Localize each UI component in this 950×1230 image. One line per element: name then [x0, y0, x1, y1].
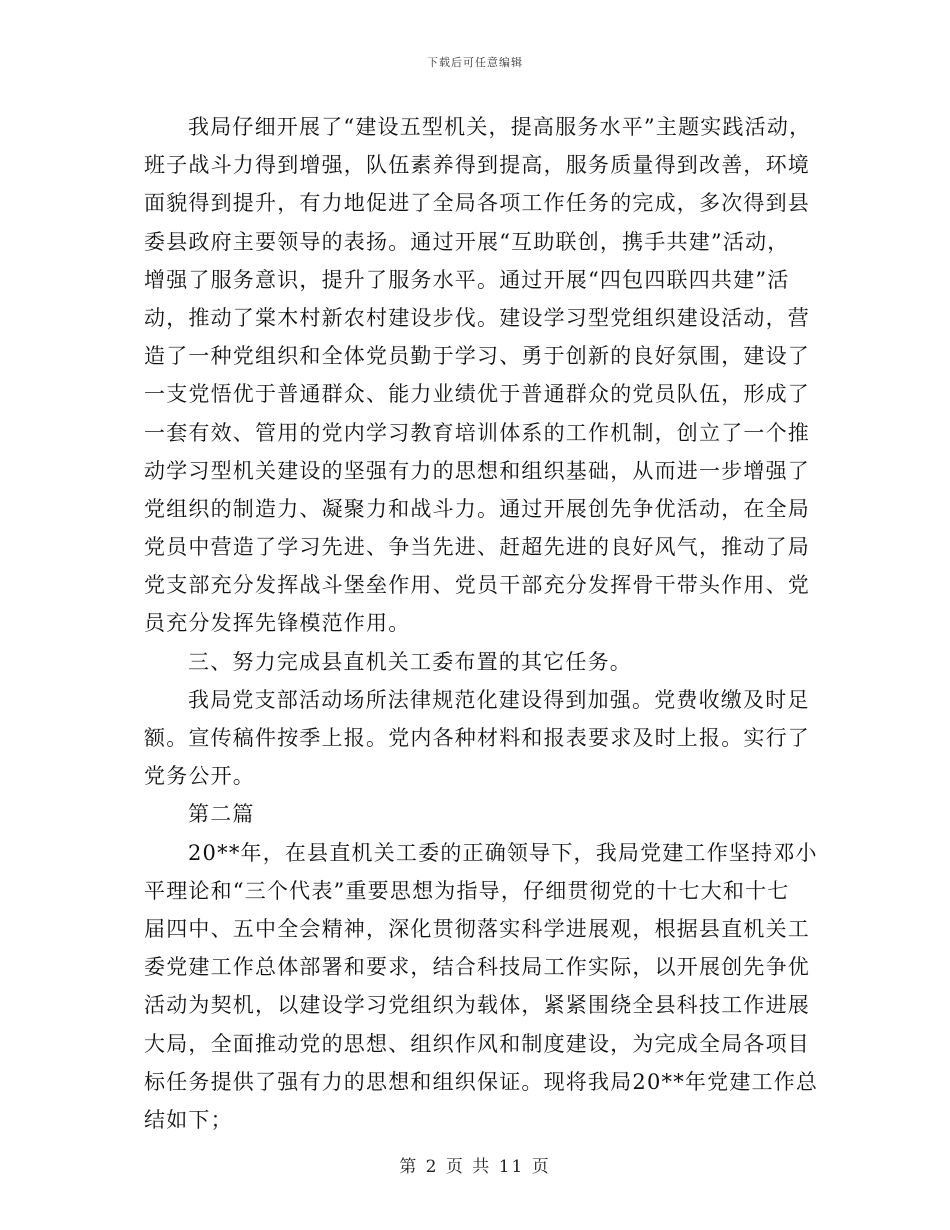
text-line: 大局，全面推动党的思想、组织作风和制度建设，为完成全局各项目: [144, 1031, 810, 1056]
text-line: 党员中营造了学习先进、争当先进、赶超先进的良好风气，推动了局: [144, 535, 810, 560]
text-line: 结如下；: [144, 1107, 233, 1132]
text-line: 额。宣传稿件按季上报。党内各种材料和报表要求及时上报。实行了: [144, 726, 810, 750]
text-line: 班子战斗力得到增强，队伍素养得到提高，服务质量得到改善，环境: [144, 153, 810, 178]
text-line: 一套有效、管用的党内学习教育培训体系的工作机制，创立了一个推: [144, 420, 810, 445]
page-footer: 第 2 页 共 11 页: [399, 1157, 551, 1177]
text-line: 动学习型机关建设的坚强有力的思想和组织基础，从而进一步增强了: [144, 458, 810, 483]
text-line: 党组织的制造力、凝聚力和战斗力。通过开展创先争优活动，在全局: [144, 496, 810, 521]
text-line: 党务公开。: [144, 764, 255, 789]
section-heading: 三、努力完成县直机关工委布置的其它任务。: [188, 649, 632, 674]
text-line: 活动为契机，以建设学习党组织为载体，紧紧围绕全县科技工作进展: [144, 993, 810, 1018]
text-line: 党支部充分发挥战斗堡垒作用、党员干部充分发挥骨干带头作用、党: [144, 573, 810, 598]
text-line: 标任务提供了强有力的思想和组织保证。现将我局20**年党建工作总: [144, 1069, 819, 1094]
text-line: 员充分发挥先锋模范作用。: [144, 611, 411, 636]
part-title: 第二篇: [188, 802, 255, 827]
text-line: 造了一种党组织和全体党员勤于学习、勇于创新的良好氛围，建设了: [144, 344, 810, 369]
text-line: 面貌得到提升，有力地促进了全局各项工作任务的完成，多次得到县: [144, 191, 810, 216]
text-line: 届四中、五中全会精神，深化贯彻落实科学进展观，根据县直机关工: [144, 916, 810, 941]
text-line: 20**年，在县直机关工委的正确领导下，我局党建工作坚持邓小: [188, 840, 818, 865]
text-line: 平理论和“三个代表”重要思想为指导，仔细贯彻党的十七大和十七: [144, 878, 790, 903]
page-header: 下载后可任意编辑: [427, 56, 523, 69]
document-body: [144, 108, 819, 1139]
text-line: 动，推动了棠木村新农村建设步伐。建设学习型党组织建设活动，营: [144, 305, 810, 330]
text-line: 增强了服务意识，提升了服务水平。通过开展“四包四联四共建”活: [144, 267, 790, 292]
text-line: 一支党悟优于普通群众、能力业绩优于普通群众的党员队伍，形成了: [144, 382, 810, 407]
text-line: 我局党支部活动场所法律规范化建设得到加强。党费收缴及时足: [188, 687, 810, 712]
text-line: 我局仔细开展了“建设五型机关，提高服务水平”主题实践活动，: [188, 115, 812, 139]
text-line: 委县政府主要领导的表扬。通过开展“互助联创，携手共建”活动，: [144, 229, 790, 254]
text-line: 委党建工作总体部署和要求，结合科技局工作实际，以开展创先争优: [144, 955, 810, 980]
